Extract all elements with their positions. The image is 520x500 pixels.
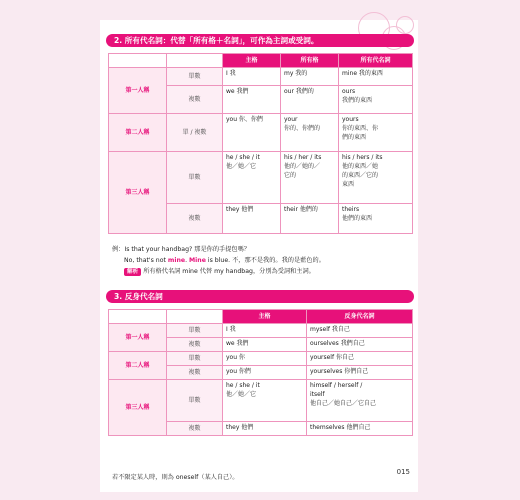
cell-line: yours [342, 116, 359, 123]
singular-label: 單數 [167, 352, 223, 366]
cell-line: 他／她／它 [226, 163, 257, 170]
plural-label: 複數 [167, 338, 223, 352]
table-row [109, 380, 413, 422]
cell [339, 114, 413, 152]
cell: you 你 [223, 352, 307, 366]
table-header-row [109, 54, 413, 68]
cell: my 我的 [281, 68, 339, 86]
cell-line: 東西 [342, 181, 355, 188]
cell-line: 他的東西／她 [342, 163, 379, 170]
table-row [109, 114, 413, 152]
cell-line: himself / herself / [310, 382, 363, 389]
analysis-tag: 解析 [124, 268, 141, 276]
table-row [109, 68, 413, 86]
blank-header-cell [109, 310, 167, 324]
cell: we 我們 [223, 338, 307, 352]
cell-line: 他自己／她自己／它自己 [310, 400, 377, 407]
cell-line: 我們的東西 [342, 97, 373, 104]
blank-header-cell [167, 310, 223, 324]
both-number-label: 單 / 複數 [167, 114, 223, 152]
page-number: 015 [396, 468, 410, 476]
cell-line: he / she / it [226, 154, 260, 161]
header-reflexive: 反身代名詞 [307, 310, 413, 324]
cell: yourself 你自己 [307, 352, 413, 366]
footnote: 若不限定某人時，則為 oneself（某人自己）。 [112, 474, 239, 481]
table-row [109, 352, 413, 366]
cell: yourselves 你們自己 [307, 366, 413, 380]
plural-label: 複數 [167, 366, 223, 380]
cell: you 你、你們 [223, 114, 281, 152]
analysis-text: 所有格代名詞 mine 代替 my handbag，分別為受詞和主詞。 [143, 268, 315, 275]
cell: we 我們 [223, 86, 281, 114]
decorative-swirl [396, 16, 414, 34]
reflexive-pronoun-table [108, 309, 413, 436]
cell [339, 152, 413, 204]
cell: you 你們 [223, 366, 307, 380]
book-page [100, 20, 418, 492]
third-person-label: 第三人稱 [109, 152, 167, 234]
section-2-title: 2. 所有代名詞：代替「所有格＋名詞」，可作為主詞或受詞。 [106, 34, 414, 47]
plural-label: 複數 [167, 204, 223, 234]
singular-label: 單數 [167, 324, 223, 338]
cell [307, 380, 413, 422]
table-row [109, 152, 413, 204]
cell-line: 的東西／它的 [342, 172, 379, 179]
cell-line: he / she / it [226, 382, 260, 389]
second-person-label: 第二人稱 [109, 352, 167, 380]
cell-line: 他的／她的／ [284, 163, 321, 170]
plural-label: 複數 [167, 422, 223, 436]
cell-line: ours [342, 88, 356, 95]
example-question: 例：Is that your handbag? 那是你的手提包嗎？ [112, 246, 250, 253]
cell-line: itself [310, 391, 325, 398]
cell: I 我 [223, 324, 307, 338]
cell-line: 你的東西、你 [342, 125, 379, 132]
singular-label: 單數 [167, 380, 223, 422]
second-person-label: 第二人稱 [109, 114, 167, 152]
cell [223, 152, 281, 204]
cell-line: 它的 [284, 172, 297, 179]
cell: their 他們的 [281, 204, 339, 234]
header-subject: 主格 [223, 54, 281, 68]
header-possessive: 所有格 [281, 54, 339, 68]
cell-line: theirs [342, 206, 360, 213]
cell: they 他們 [223, 204, 281, 234]
header-subject: 主格 [223, 310, 307, 324]
cell: ourselves 我們自己 [307, 338, 413, 352]
third-person-label: 第三人稱 [109, 380, 167, 436]
example-answer [112, 255, 325, 266]
cell [281, 152, 339, 204]
cell-line: your [284, 116, 298, 123]
first-person-label: 第一人稱 [109, 324, 167, 352]
cell: themselves 他們自己 [307, 422, 413, 436]
cell [223, 380, 307, 422]
cell-line: 你的、你們的 [284, 125, 321, 132]
cell: I 我 [223, 68, 281, 86]
first-person-label: 第一人稱 [109, 68, 167, 114]
answer-text: No, that's not [124, 257, 168, 264]
cell-line: 他們的東西 [342, 215, 373, 222]
table-header-row [109, 310, 413, 324]
cell [339, 86, 413, 114]
example-note [112, 266, 325, 277]
singular-label: 單數 [167, 152, 223, 204]
example-block [112, 244, 325, 277]
blank-header-cell [109, 54, 167, 68]
cell-line: 他／她／它 [226, 391, 257, 398]
cell [339, 204, 413, 234]
cell: myself 我自己 [307, 324, 413, 338]
section-3-title: 3. 反身代名詞 [106, 290, 414, 303]
cell-line: his / hers / its [342, 154, 383, 161]
highlight-mine: Mine [189, 257, 206, 264]
blank-header-cell [167, 54, 223, 68]
highlight-mine: mine [167, 257, 186, 264]
plural-label: 複數 [167, 86, 223, 114]
answer-text: . [185, 257, 190, 264]
answer-text: is blue. 不，那不是我的。我的是藍色的。 [205, 257, 325, 264]
singular-label: 單數 [167, 68, 223, 86]
cell-line: 們的東西 [342, 134, 367, 141]
table-row [109, 324, 413, 338]
cell: they 他們 [223, 422, 307, 436]
cell: mine 我的東西 [339, 68, 413, 86]
cell-line: his / her / its [284, 154, 322, 161]
possessive-pronoun-table [108, 53, 413, 234]
cell [281, 114, 339, 152]
cell: our 我們的 [281, 86, 339, 114]
header-possessive-pronoun: 所有代名詞 [339, 54, 413, 68]
